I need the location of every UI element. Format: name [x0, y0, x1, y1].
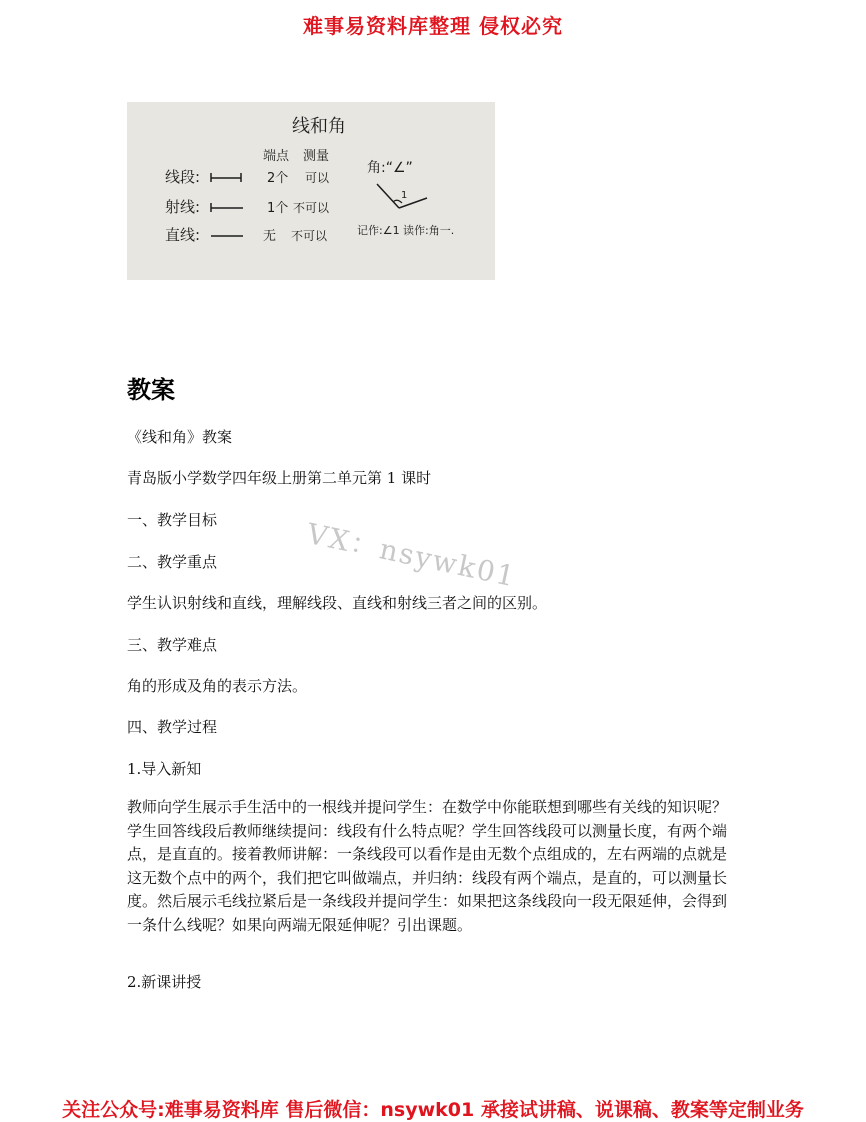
- photo-angle-label: 角:“∠”: [367, 160, 413, 176]
- photo-row-ray-measure: 不可以: [293, 201, 330, 215]
- lesson-subtitle: 青岛版小学数学四年级上册第二单元第 1 课时: [127, 469, 432, 487]
- key-points-text: 学生认识射线和直线，理解线段、直线和射线三者之间的区别。: [127, 594, 548, 612]
- page-footer: 关注公众号:难事易资料库 售后微信：nsywk01 承接试讲稿、说课稿、教案等定制业务: [62, 1099, 804, 1121]
- angle-ray-upper: [377, 184, 399, 208]
- difficulties-text: 角的形成及角的表示方法。: [127, 677, 308, 695]
- photo-angle-note: 记作:∠1 读作:角一.: [357, 224, 455, 237]
- photo-row-ray-label: 射线:: [165, 198, 201, 216]
- photo-row-segment-endpoints: 2个: [267, 171, 289, 186]
- heading-process: 四、教学过程: [127, 718, 218, 736]
- photo-col-measure: 测量: [303, 149, 330, 164]
- page-header: 难事易资料库整理 侵权必究: [303, 14, 563, 38]
- photo-row-line-label: 直线:: [165, 226, 201, 244]
- photo-row-line-measure: 不可以: [291, 229, 328, 243]
- photo-angle-mark: 1: [401, 190, 408, 201]
- heading-objectives: 一、教学目标: [127, 511, 218, 529]
- section-title: 教案: [127, 376, 175, 404]
- handwritten-notes-photo: [127, 102, 495, 280]
- heading-intro: 1.导入新知: [127, 760, 202, 778]
- photo-title: 线和角: [292, 116, 346, 137]
- photo-row-line-endpoints: 无: [263, 229, 277, 244]
- intro-body-text: 教师向学生展示手生活中的一根线并提问学生：在数学中你能联想到哪些有关线的知识呢？学生回答线段后教师继续提问：线段有什么特点呢？学生回答线段可以测量长度，有两个端点，是直直的。接着教师讲解：一条线段可以看作是由无数个点组成的，左右两端的点就是这无数个点中的两个，我们把它叫做端点，并归纳：线段有两个端点，是直的，可以测量长度。然后展示毛线拉紧后是一条线段并提问学生：如果把这条线段向一段无限延伸，会得到一条什么线呢？如果向两端无限延伸呢？引出课题。: [127, 798, 728, 934]
- heading-new-lesson: 2.新课讲授: [127, 973, 202, 991]
- heading-difficulties: 三、教学难点: [127, 636, 218, 654]
- heading-key-points: 二、教学重点: [127, 553, 218, 571]
- photo-col-endpoint: 端点: [263, 149, 290, 164]
- photo-row-segment-label: 线段:: [165, 168, 201, 186]
- photo-row-segment-measure: 可以: [305, 171, 330, 185]
- lesson-title: 《线和角》教案: [127, 428, 233, 446]
- photo-row-ray-endpoints: 1个: [267, 201, 289, 216]
- watermark: VX：nsywk01: [304, 516, 520, 594]
